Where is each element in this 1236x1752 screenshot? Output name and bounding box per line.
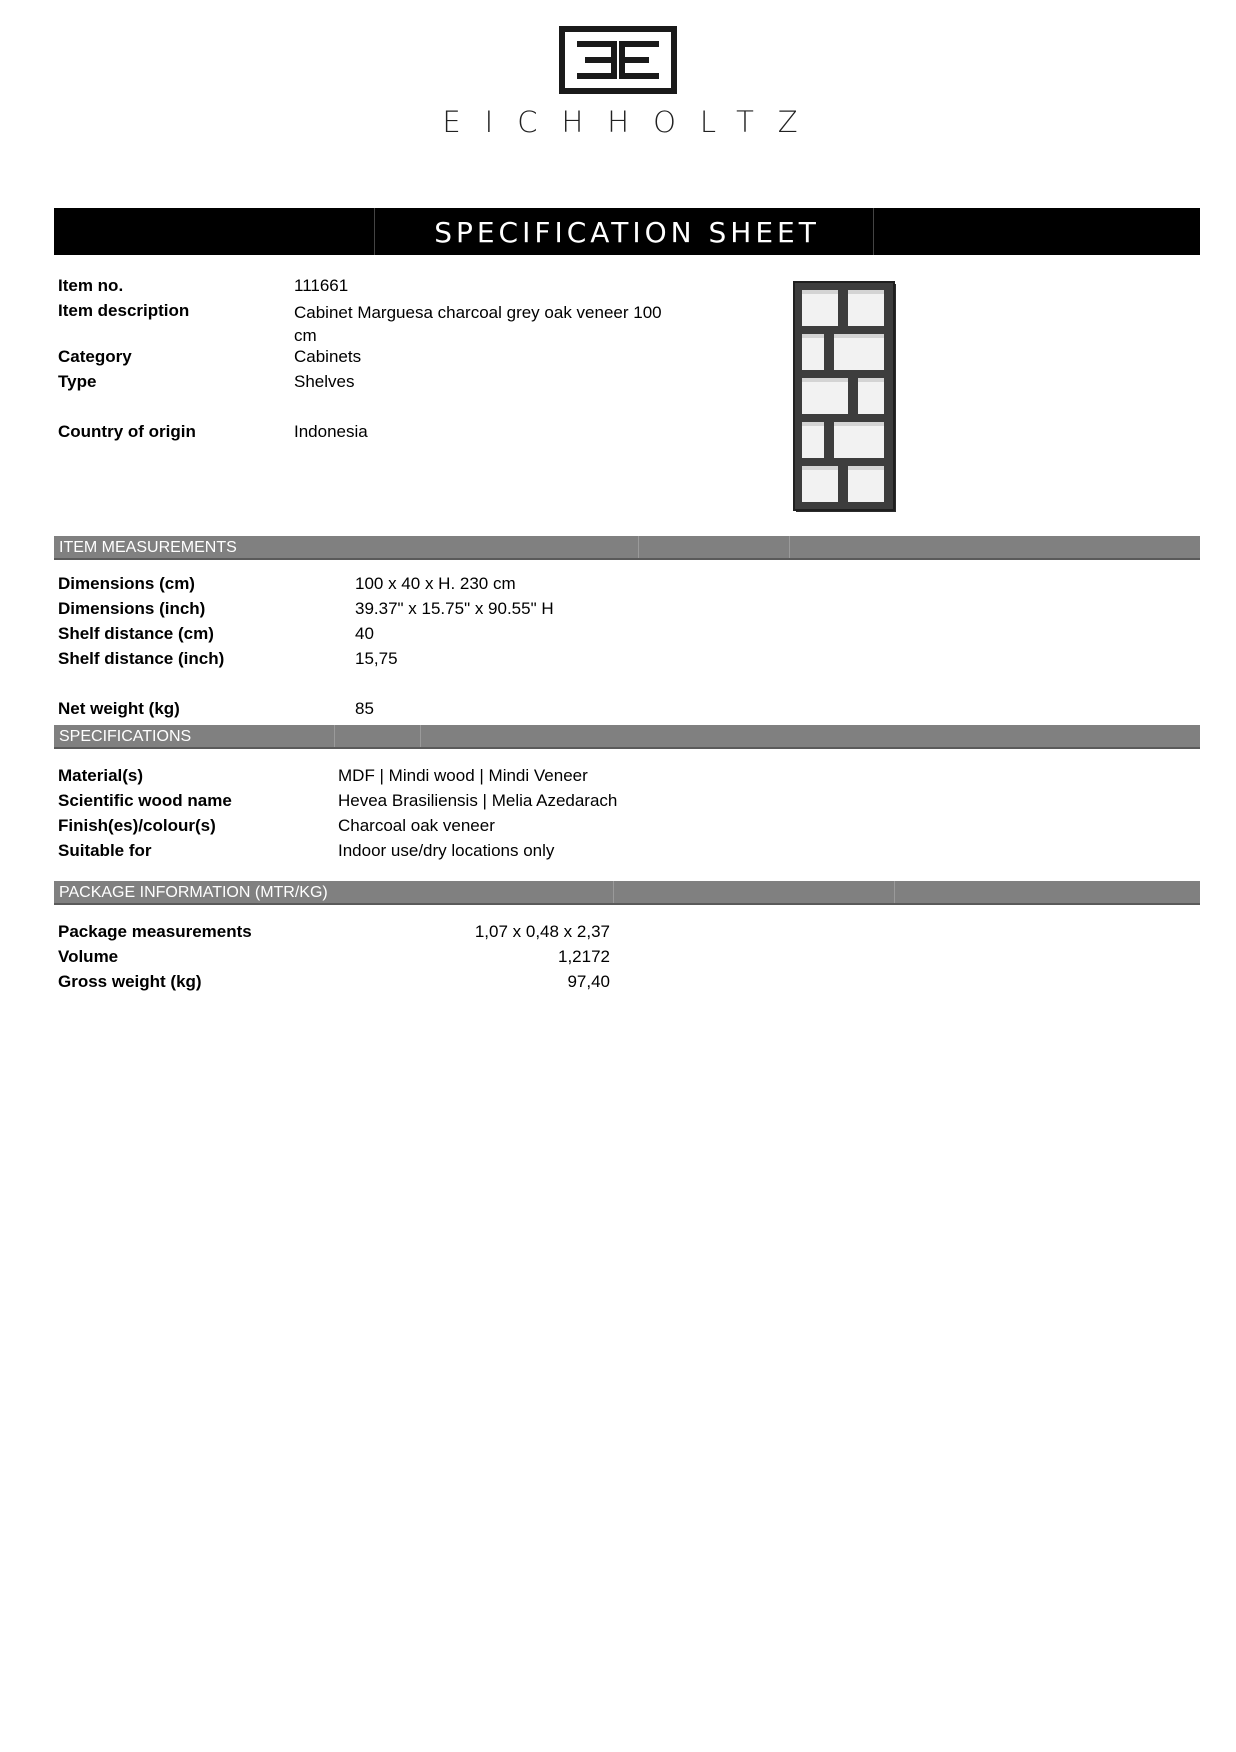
spec-label: Finish(es)/colour(s)	[58, 816, 216, 835]
section-title: SPECIFICATIONS	[59, 728, 192, 745]
spec-value: Charcoal oak veneer	[338, 816, 495, 835]
measure-label: Dimensions (cm)	[58, 574, 195, 593]
measure-label: Shelf distance (cm)	[58, 624, 214, 643]
measure-label: Shelf distance (inch)	[58, 649, 225, 668]
section-package-information	[54, 881, 1200, 905]
measure-value: 85	[355, 699, 374, 718]
package-value: 97,40	[567, 972, 610, 991]
item-no-value: 111661	[294, 276, 349, 295]
item-description-label: Item description	[58, 301, 190, 320]
package-label: Volume	[58, 947, 119, 966]
type-value: Shelves	[294, 372, 355, 391]
package-label: Package measurements	[58, 922, 252, 941]
type-label: Type	[58, 372, 97, 391]
measure-value: 100 x 40 x H. 230 cm	[355, 574, 516, 593]
spec-label: Suitable for	[58, 841, 152, 860]
spec-value: MDF | Mindi wood | Mindi Veneer	[338, 766, 588, 785]
section-specifications	[54, 725, 1200, 749]
package-value: 1,07 x 0,48 x 2,37	[474, 922, 610, 941]
measure-label: Net weight (kg)	[58, 699, 180, 718]
section-title: PACKAGE INFORMATION (MTR/KG)	[59, 884, 328, 901]
spec-value: Indoor use/dry locations only	[338, 841, 555, 860]
country-label: Country of origin	[58, 422, 196, 441]
package-value: 1,2172	[558, 947, 610, 966]
page-title: SPECIFICATION SHEET	[434, 216, 820, 249]
product-image	[790, 280, 902, 516]
section-title: ITEM MEASUREMENTS	[59, 539, 237, 556]
measure-label: Dimensions (inch)	[58, 599, 206, 618]
section-item-measurements	[54, 536, 1200, 560]
item-description-value: Cabinet Marguesa charcoal grey oak veneer 100 cm	[294, 303, 662, 345]
brand-logo	[0, 26, 1236, 94]
spec-value: Hevea Brasiliensis | Melia Azedarach	[338, 791, 618, 810]
measure-value: 40	[355, 624, 374, 643]
category-label: Category	[58, 347, 132, 366]
eichholtz-logo-icon	[559, 26, 677, 94]
category-value: Cabinets	[294, 347, 362, 366]
item-no-label: Item no.	[58, 276, 124, 295]
package-label: Gross weight (kg)	[58, 972, 202, 991]
country-value: Indonesia	[294, 422, 368, 441]
spec-label: Material(s)	[58, 766, 144, 785]
spec-label: Scientific wood name	[58, 791, 232, 810]
measure-value: 15,75	[355, 649, 398, 668]
brand-name: EICHHOLTZ	[442, 105, 822, 139]
measure-value: 39.37" x 15.75" x 90.55" H	[355, 599, 554, 618]
title-bar	[54, 208, 1200, 255]
